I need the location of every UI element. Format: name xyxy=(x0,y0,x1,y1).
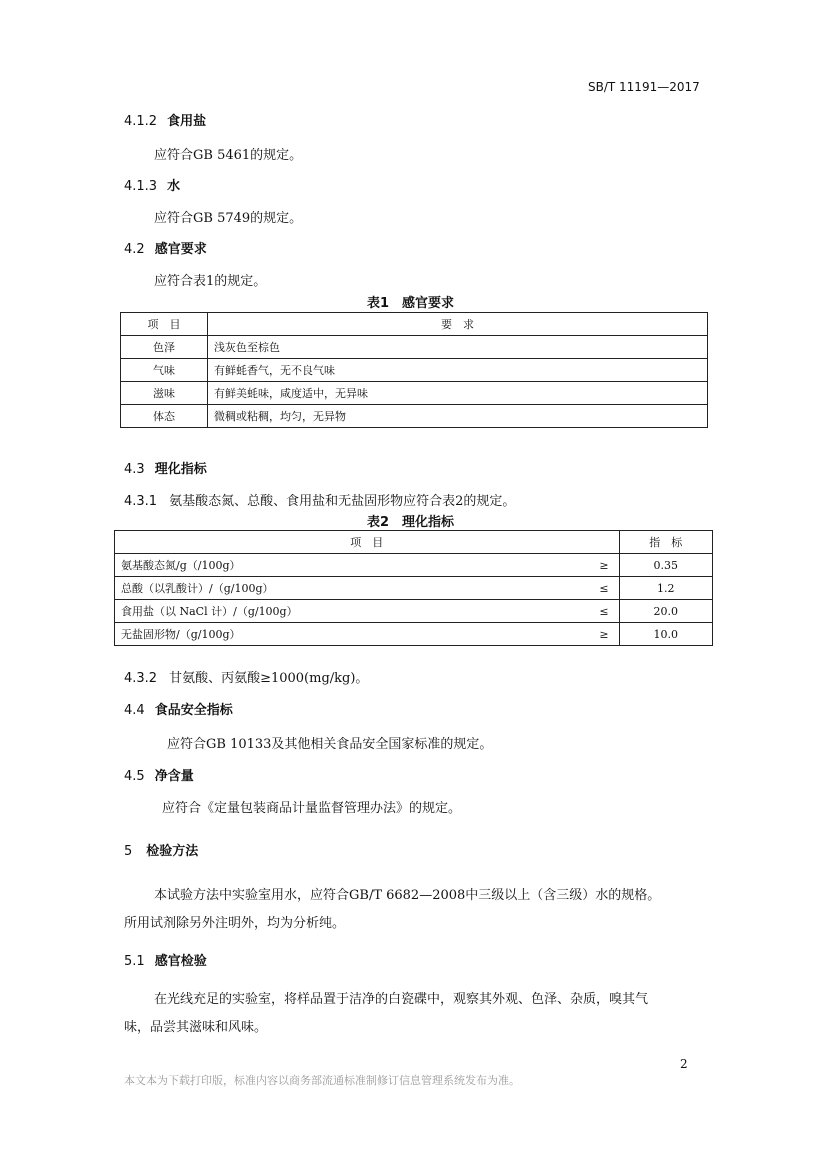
section-title: 感官要求 xyxy=(154,242,207,257)
table-cell: 滋味 xyxy=(121,382,208,405)
table-header-row xyxy=(115,531,713,554)
table-cell: 浅灰色至棕色 xyxy=(208,336,708,359)
relation-symbol: ≤ xyxy=(583,600,620,623)
table-row xyxy=(115,554,713,577)
table-cell: 氨基酸态氮/g（/100g） xyxy=(115,554,583,577)
paragraph-4-5: 应符合《定量包装商品计量监督管理办法》的规定。 xyxy=(162,801,462,816)
paragraph-5-line1: 本试验方法中实验室用水，应符合GB/T 6682—2008中三级以上（含三级）水的规格。 xyxy=(154,888,661,903)
section-title: 食品安全指标 xyxy=(154,703,233,718)
section-number: 4.2 xyxy=(124,242,145,257)
table-header-cell: 项 目 xyxy=(115,531,620,554)
paragraph-4-1-3: 应符合GB 5749的规定。 xyxy=(154,211,303,226)
standard-code: SB/T 11191—2017 xyxy=(588,80,700,94)
section-number: 4.1.2 xyxy=(124,114,158,129)
table-cell: 有鲜蚝香气，无不良气味 xyxy=(208,359,708,382)
paragraph-5-1-line2: 味，品尝其滋味和风味。 xyxy=(124,1020,268,1035)
section-title: 净含量 xyxy=(154,769,194,784)
table-row xyxy=(115,623,713,646)
section-number: 4.3 xyxy=(124,462,145,477)
heading-4-1-2 xyxy=(124,110,206,129)
table-cell: 1.2 xyxy=(619,577,712,600)
table-row xyxy=(121,359,708,382)
table-cell: 10.0 xyxy=(619,623,712,646)
relation-symbol: ≤ xyxy=(583,577,620,600)
table-header-cell: 要 求 xyxy=(208,313,708,336)
paragraph-4-4: 应符合GB 10133及其他相关食品安全国家标准的规定。 xyxy=(167,737,493,752)
section-number: 4.3.2 xyxy=(124,671,158,686)
heading-4-1-3 xyxy=(124,175,180,194)
section-title: 检验方法 xyxy=(146,844,199,859)
heading-4-2 xyxy=(124,238,207,257)
section-number: 4.4 xyxy=(124,703,145,718)
table-cell: 微稠或粘稠，均匀，无异物 xyxy=(208,405,708,428)
section-number: 4.3.1 xyxy=(124,494,158,509)
paragraph-5-line2: 所用试剂除另外注明外，均为分析纯。 xyxy=(124,916,346,931)
table-header-cell: 项 目 xyxy=(121,313,208,336)
table1 xyxy=(120,312,708,428)
table-cell: 色泽 xyxy=(121,336,208,359)
heading-4-5 xyxy=(124,765,194,784)
section-number: 4.1.3 xyxy=(124,179,158,194)
table2-caption: 表2 理化指标 xyxy=(367,515,455,530)
footer-note: 本文本为下载打印版，标准内容以商务部流通标准制修订信息管理系统发布为准。 xyxy=(124,1074,520,1087)
section-title: 理化指标 xyxy=(154,462,207,477)
paragraph-text: 甘氨酸、丙氨酸≥1000(mg/kg)。 xyxy=(169,671,369,686)
table2 xyxy=(114,530,713,646)
section-number: 4.5 xyxy=(124,769,145,784)
table-cell: 0.35 xyxy=(619,554,712,577)
paragraph-text: 氨基酸态氮、总酸、食用盐和无盐固形物应符合表2的规定。 xyxy=(169,494,516,509)
section-title: 食用盐 xyxy=(167,114,207,129)
table-header-row xyxy=(121,313,708,336)
table-row xyxy=(121,382,708,405)
relation-symbol: ≥ xyxy=(583,554,620,577)
table-cell: 总酸（以乳酸计）/（g/100g） xyxy=(115,577,583,600)
table-row xyxy=(121,336,708,359)
heading-4-4 xyxy=(124,699,233,718)
table-cell: 食用盐（以 NaCl 计）/（g/100g） xyxy=(115,600,583,623)
table-cell: 气味 xyxy=(121,359,208,382)
page-number: 2 xyxy=(680,1057,688,1071)
table-header-cell: 指 标 xyxy=(619,531,712,554)
section-title: 感官检验 xyxy=(154,954,207,969)
table-row xyxy=(115,577,713,600)
section-number: 5.1 xyxy=(124,954,145,969)
table-row xyxy=(121,405,708,428)
paragraph-4-2: 应符合表1的规定。 xyxy=(154,274,267,289)
paragraph-4-3-2 xyxy=(124,667,368,686)
paragraph-4-1-2: 应符合GB 5461的规定。 xyxy=(154,148,303,163)
paragraph-5-1-line1: 在光线充足的实验室，将样品置于洁净的白瓷碟中，观察其外观、色泽、杂质，嗅其气 xyxy=(154,992,649,1007)
heading-5-1 xyxy=(124,950,207,969)
table-cell: 体态 xyxy=(121,405,208,428)
table1-caption: 表1 感官要求 xyxy=(367,296,455,311)
section-title: 水 xyxy=(167,179,181,194)
relation-symbol: ≥ xyxy=(583,623,620,646)
table-cell: 20.0 xyxy=(619,600,712,623)
heading-5 xyxy=(124,840,198,859)
heading-4-3 xyxy=(124,458,207,477)
paragraph-4-3-1 xyxy=(124,490,515,509)
table-cell: 有鲜美蚝味，咸度适中，无异味 xyxy=(208,382,708,405)
table-row xyxy=(115,600,713,623)
table-cell: 无盐固形物/（g/100g） xyxy=(115,623,583,646)
section-number: 5 xyxy=(124,844,133,859)
